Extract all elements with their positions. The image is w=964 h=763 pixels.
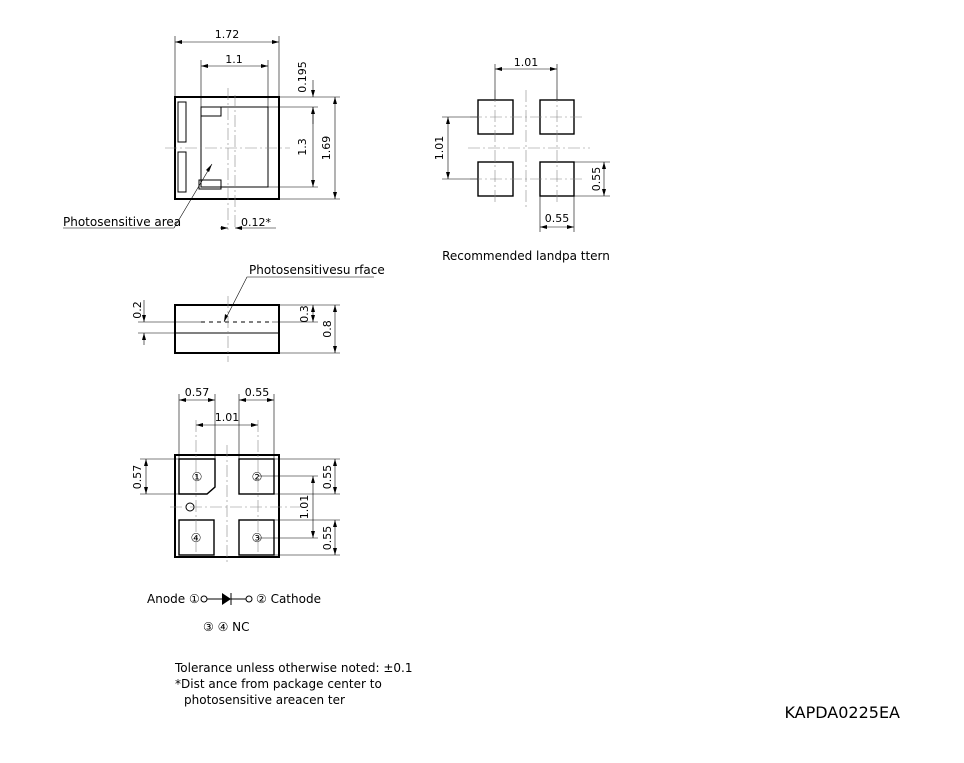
side-surface-dim: 0.3 (298, 305, 311, 323)
diode-symbol (222, 593, 231, 605)
top-offset-dim: 0.195 (296, 61, 309, 93)
side-view (131, 263, 385, 362)
side-left-dim: 0.2 (131, 301, 144, 319)
anode-label: Anode ① (147, 592, 200, 606)
pin-2-number: ② (251, 470, 263, 484)
photosensitive-surface-label: Photosensitivesu rface (249, 263, 385, 277)
top-height-dim: 1.69 (320, 135, 333, 161)
land-pad-height-dim: 0.55 (590, 166, 603, 192)
pin-3-number: ③ (251, 531, 263, 545)
land-pitch-v-dim: 1.01 (433, 135, 446, 161)
side-height-dim: 0.8 (321, 320, 334, 338)
area-corner-mark (201, 107, 221, 116)
pinout-schematic (147, 592, 321, 634)
photosensitive-area-outline (201, 107, 268, 187)
land-pattern-caption: Recommended landpa ttern (442, 249, 610, 263)
nc-label: ③ ④ NC (203, 620, 250, 634)
top-inner-width-dim: 1.1 (225, 53, 243, 66)
land-pattern (433, 56, 610, 263)
left-strip-upper (178, 102, 186, 142)
area-height-dim: 1.3 (296, 138, 309, 156)
side-view-package-outline (175, 305, 279, 353)
cathode-label: ② Cathode (256, 592, 321, 606)
notes (174, 661, 413, 707)
land-pitch-h-dim: 1.01 (513, 56, 539, 69)
land-pad-width-dim: 0.55 (544, 212, 570, 225)
pitch-v-dim: 1.01 (298, 494, 311, 520)
tolerance-note: Tolerance unless otherwise noted: ±0.1 (175, 661, 413, 675)
pad2-width-dim: 0.55 (244, 386, 270, 399)
pitch-h-dim: 1.01 (214, 411, 240, 424)
offset-dim: 0.12* (241, 216, 271, 229)
pin-1-number: ① (191, 470, 203, 484)
left-strip-lower (178, 152, 186, 192)
area-bond-mark (199, 180, 221, 189)
drawing-code: KAPDA0225EA (784, 703, 900, 722)
pin-4-number: ④ (190, 531, 202, 545)
photosensitive-area-label: Photosensitive area (63, 215, 182, 229)
pad1-height-dim: 0.57 (131, 464, 144, 490)
pad1-width-dim: 0.57 (184, 386, 210, 399)
footnote-line-2: photosensitive areacen ter (184, 693, 345, 707)
top-view (63, 28, 340, 230)
footnote-line-1: *Dist ance from package center to (175, 677, 382, 691)
top-width-dim: 1.72 (214, 28, 240, 41)
pad2-height-dim: 0.55 (321, 464, 334, 490)
bottom-view (131, 386, 340, 565)
pad3-height-dim: 0.55 (321, 525, 334, 551)
